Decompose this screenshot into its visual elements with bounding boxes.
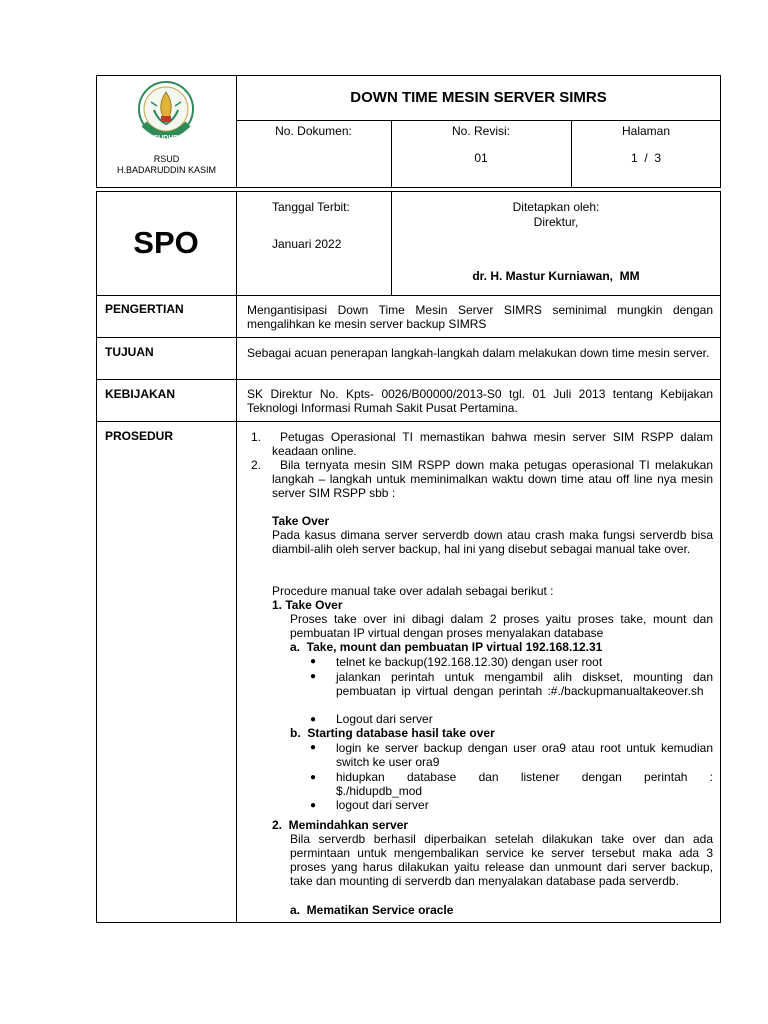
- pengertian-label: PENGERTIAN: [105, 302, 184, 316]
- b-item-1: login ke server backup dengan user ora9 atau root untuk kemudian switch ke user ora9: [336, 741, 713, 769]
- a-item-1: telnet ke backup(192.168.12.30) dengan user root: [336, 655, 603, 669]
- tanggal-terbit-value: Januari 2022: [272, 237, 342, 251]
- bullet-icon: ●: [310, 671, 317, 682]
- signer-name: dr. H. Mastur Kurniawan, MM: [472, 269, 640, 283]
- row-divider: [96, 295, 721, 296]
- halaman-value: 1 / 3: [630, 151, 662, 165]
- spo-label: SPO: [133, 225, 199, 260]
- header-hline: [236, 120, 721, 121]
- bullet-icon: ●: [310, 656, 317, 667]
- tujuan-text: Sebagai acuan penerapan langkah-langkah dalam melakukan down time mesin server.: [247, 346, 710, 360]
- row-divider: [96, 421, 721, 422]
- tanggal-terbit-label: Tanggal Terbit:: [272, 200, 350, 214]
- bullet-icon: ●: [310, 800, 317, 811]
- row-divider: [96, 337, 721, 338]
- b-item-2: hidupkan database dan listener dengan perintah : $./hidupdb_mod: [336, 770, 713, 798]
- section-2-heading: 2. Memindahkan server: [272, 818, 409, 832]
- spo-table: [96, 191, 721, 923]
- hospital-logo: [135, 80, 197, 146]
- section-2-text: Bila serverdb berhasil diperbaikan setelah dilakukan take over dan ada permintaan untuk mengembalikan service ke server tersebut maka ada 3 proses yang harus dilakukan yaitu release dan unmount dari server backup, take dan mounting di serverdb dan menyalakan database pada serverdb.: [290, 832, 713, 888]
- halaman-label: Halaman: [621, 124, 671, 138]
- document-title: DOWN TIME MESIN SERVER SIMRS: [350, 89, 607, 106]
- b-item-3: logout dari server: [336, 798, 429, 812]
- tujuan-label: TUJUAN: [105, 345, 154, 359]
- step-1-text: Petugas Operasional TI memastikan bahwa mesin server SIM RSPP dalam keadaan online.: [272, 430, 713, 458]
- bullet-icon: ●: [310, 772, 317, 783]
- row-divider: [96, 379, 721, 380]
- takeover-heading: Take Over: [272, 514, 330, 528]
- bullet-icon: ●: [310, 714, 317, 725]
- subsection-a2-heading: a. Mematikan Service oracle: [290, 903, 454, 917]
- section-1-text: Proses take over ini dibagi dalam 2 proses yaitu proses take, mount dan pembuatan IP virtual dengan proses menyalakan database: [290, 612, 713, 640]
- step-2-text: Bila ternyata mesin SIM RSPP down maka petugas operasional TI melakukan langkah – langkah untuk meminimalkan waktu down time atau off line nya mesin server SIM RSPP sbb :: [272, 458, 713, 500]
- step-number: 1.: [251, 430, 262, 444]
- subsection-a-heading: a. Take, mount dan pembuatan IP virtual 192.168.12.31: [290, 640, 603, 654]
- no-dokumen-label: No. Dokumen:: [275, 124, 352, 138]
- section-1-heading: 1. Take Over: [272, 598, 343, 612]
- hospital-name-line: RSUD: [153, 154, 180, 164]
- ditetapkan-role: Direktur,: [533, 215, 579, 229]
- pengertian-text: Mengantisipasi Down Time Mesin Server SIMRS seminimal mungkin dengan mengalihkan ke mesin server backup SIMRS: [247, 303, 713, 331]
- a-item-3: Logout dari server: [336, 712, 433, 726]
- no-revisi-value: 01: [474, 151, 488, 165]
- kebijakan-text: SK Direktur No. Kpts- 0026/B00000/2013-S0 tgl. 01 Juli 2013 tentang Kebijakan Teknologi Informasi Rumah Sakit Pusat Pertamina.: [247, 387, 713, 415]
- logo-text: RSUDHBK: [148, 135, 184, 142]
- prosedur-label: PROSEDUR: [105, 429, 174, 443]
- spo-divider: [236, 191, 237, 923]
- hospital-name-line: H.BADARUDDIN KASIM: [116, 165, 216, 175]
- subsection-b-heading: b. Starting database hasil take over: [290, 726, 495, 740]
- step-number: 2.: [251, 458, 262, 472]
- kebijakan-label: KEBIJAKAN: [105, 387, 176, 401]
- takeover-text: Pada kasus dimana server serverdb down atau crash maka fungsi serverdb bisa diambil-alih oleh server backup, hal ini yang disebut sebagai manual take over.: [272, 528, 713, 556]
- a-item-2: jalankan perintah untuk mengambil alih diskset, mounting dan pembuatan ip virtual dengan perintah :#./backupmanualtakeover.sh: [336, 670, 713, 698]
- ditetapkan-label: Ditetapkan oleh:: [512, 200, 600, 214]
- manual-intro: Procedure manual take over adalah sebagai berikut :: [272, 584, 554, 598]
- bullet-icon: ●: [310, 742, 317, 753]
- no-revisi-label: No. Revisi:: [451, 124, 510, 138]
